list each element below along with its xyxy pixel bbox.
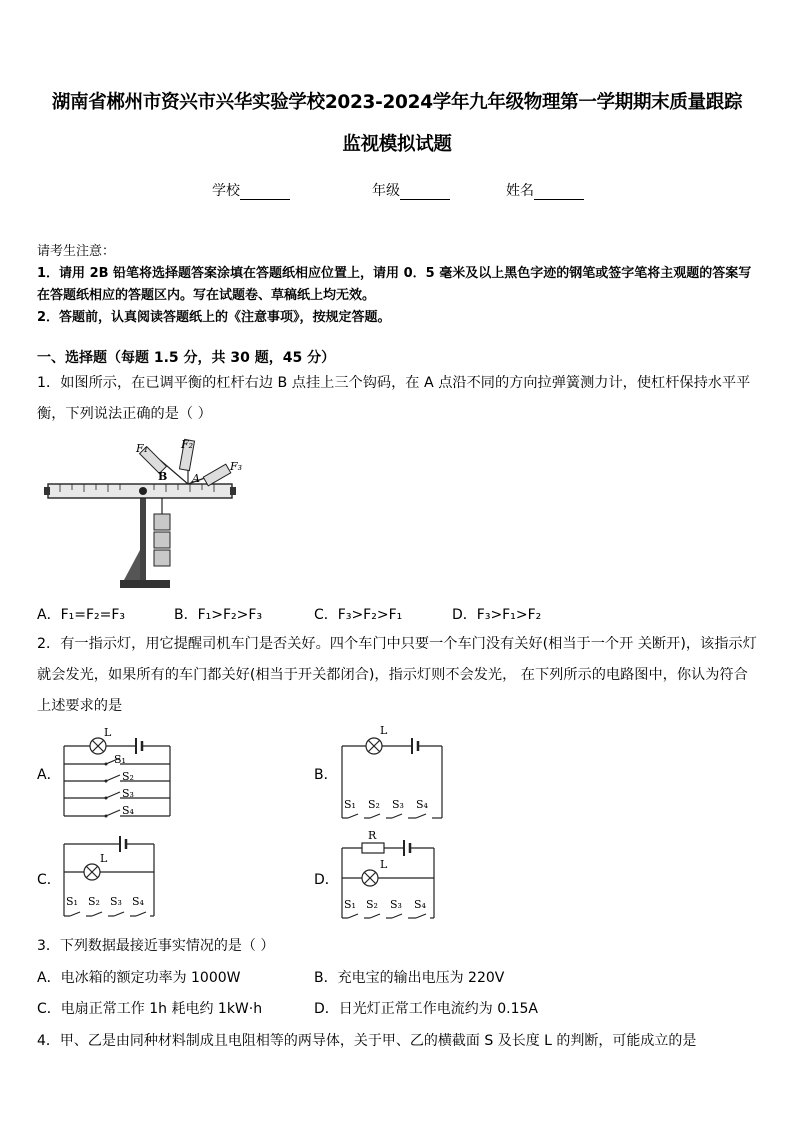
- label-f3: F₃: [230, 460, 243, 473]
- label-f1: F₁: [136, 442, 149, 455]
- circuit-d: [338, 828, 440, 924]
- question-4-text: 4．甲、乙是由同种材料制成且电阻相等的两导体，关于甲、乙的横截面 S 及长度 L 的判断，可能成立的是: [37, 1033, 697, 1049]
- question-2-text: 2．有一指示灯，用它提醒司机车门是否关好。四个车门中只要一个车门没有关好(相当于一个开 关断开)，该指示灯就会发光，如果所有的车门都关好(相当于开关都闭合)，指示灯则不会发光， 在下列所示的电路图中，你认为符合上述要求的是: [37, 636, 757, 714]
- question-1-text: 1．如图所示，在已调平衡的杠杆右边 B 点挂上三个钩码，在 A 点沿不同的方向拉弹簧测力计，使杠杆保持水平平衡，下列说法正确的是（ ）: [37, 375, 751, 422]
- q1-option-c: C．F₃>F₂>F₁: [314, 607, 403, 623]
- circuit-b-s1: S₁: [344, 798, 356, 811]
- school-field: 学校: [212, 180, 290, 200]
- circuit-b-lamp-label: L: [380, 724, 388, 737]
- page-title: 湖南省郴州市资兴市兴华实验学校2023-2024学年九年级物理第一学期期末质量跟踪: [51, 92, 743, 113]
- q2-option-b-label: B．: [314, 767, 338, 783]
- q1-option-a: A．F₁=F₂=F₃: [37, 607, 126, 623]
- circuit-b-s3: S₃: [392, 798, 404, 811]
- label-f2: F₂: [181, 438, 194, 451]
- circuit-a-s2: S₂: [122, 770, 134, 783]
- q3-option-b: B．充电宝的输出电压为 220V: [314, 970, 505, 986]
- circuit-b-s2: S₂: [368, 798, 380, 811]
- circuit-a-s4: S₄: [122, 804, 134, 817]
- q3-option-d: D．日光灯正常工作电流约为 0.15A: [314, 1001, 538, 1017]
- label-b: B: [158, 470, 168, 483]
- q3-option-c: C．电扇正常工作 1h 耗电约 1kW·h: [37, 1001, 263, 1017]
- section-heading: 一、选择题（每题 1.5 分，共 30 题，45 分）: [37, 350, 336, 366]
- circuit-d-s2: S₂: [366, 898, 378, 911]
- circuit-c-s3: S₃: [110, 895, 122, 908]
- circuit-a: [58, 726, 178, 822]
- q1-option-b: B．F₁>F₂>F₃: [174, 607, 263, 623]
- q2-option-c-label: C．: [37, 872, 61, 888]
- lever-figure: [40, 430, 250, 594]
- circuit-d-s3: S₃: [390, 898, 402, 911]
- circuit-d-lamp-label: L: [380, 858, 388, 871]
- q2-option-a-label: A．: [37, 767, 61, 783]
- label-a: A: [192, 472, 200, 485]
- grade-field: 年级: [372, 180, 450, 200]
- circuit-a-s3: S₃: [122, 787, 134, 800]
- question-3-text: 3．下列数据最接近事实情况的是（ ）: [37, 938, 275, 954]
- notice-item-2: 2．答题前，认真阅读答题纸上的《注意事项》，按规定答题。: [37, 310, 391, 325]
- circuit-b: [338, 724, 448, 824]
- notice-item-1: 1．请用 2B 铅笔将选择题答案涂填在答题纸相应位置上，请用 0．5 毫米及以上黑色字迹的钢笔或签字笔将主观题的答案写在答题纸相应的答题区内。写在试题卷、草稿纸上均无效。: [37, 266, 752, 303]
- circuit-c: [60, 836, 160, 922]
- page-title-line2: 监视模拟试题: [342, 134, 452, 155]
- circuit-b-s4: S₄: [416, 798, 428, 811]
- circuit-d-s4: S₄: [414, 898, 426, 911]
- q2-option-d-label: D．: [314, 872, 339, 888]
- q3-option-a: A．电冰箱的额定功率为 1000W: [37, 970, 241, 986]
- circuit-d-s1: S₁: [344, 898, 356, 911]
- q1-option-d: D．F₃>F₁>F₂: [452, 607, 542, 623]
- circuit-c-s2: S₂: [88, 895, 100, 908]
- notice-block: [37, 241, 759, 329]
- circuit-c-s1: S₁: [66, 895, 78, 908]
- notice-heading: 请考生注意：: [37, 244, 116, 259]
- circuit-c-s4: S₄: [132, 895, 144, 908]
- circuit-a-lamp-label: L: [104, 726, 112, 739]
- name-field: 姓名: [506, 180, 584, 200]
- circuit-d-resistor-label: R: [368, 829, 377, 842]
- circuit-a-s1: S₁: [114, 753, 126, 766]
- circuit-c-lamp-label: L: [100, 852, 108, 865]
